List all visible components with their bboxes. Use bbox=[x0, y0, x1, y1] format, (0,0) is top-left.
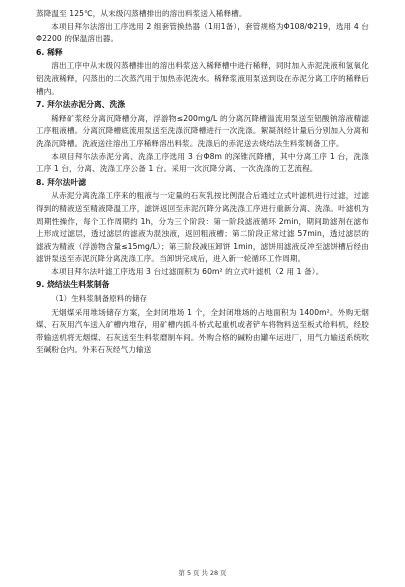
paragraph: 稀释矿浆经分离沉降槽分离，浮游物≤200mg/L 的分离沉降槽溢流用泵送至铝酸钠溶液精滤工序粗液槽。分离沉降槽底流用泵送至洗涤沉降槽进行一次洗涤。絮凝剂经计量后分别加入分离和洗涤沉降槽。洗液送往溶出工序稀释溶出料浆。洗涤后的赤泥送去烧结法生料浆制备工序。 bbox=[36, 113, 369, 148]
paragraph: 溶出工序中从末级闪蒸槽排出的溶出料浆送入稀释槽中进行稀释，同时加入赤泥洗液和氢氧化铝洗液稀释，闪蒸出的二次蒸汽用于加热赤泥洗水。稀释浆液用泵送到设在赤泥分离工序的稀释后槽内。 bbox=[36, 61, 369, 96]
subsection-heading: （1）生料浆制备原料的储存 bbox=[51, 294, 148, 304]
paragraph: 无烟煤采用堆场储存方案，全封闭堆场 1 个，全封闭堆场的占地面积为 1400m²。外购无烟煤、石灰用汽车送入矿槽内堆存，用矿槽内抓斗桥式起重机或者铲车将物料送至板式给料机，经胶带输送机将无烟煤、石灰送至生料浆磨制车间。外购合格的碱粉由罐车运进厂，用气力输送系统吹至碱粉仓内。外来石灰经气力输送 bbox=[36, 307, 369, 355]
document-body bbox=[36, 8, 369, 357]
paragraph: 从赤泥分离洗涤工序来的粗液与一定量的石灰乳按比例混合后通过立式叶滤机进行过滤，过滤得到的精液送至精液降温工序，滤饼返回至赤泥沉降分离洗涤工序进行重新分离、洗涤。叶滤机为周期性操作，每个工作周期约 1h，分为三个阶段：第一阶段滤液循环 2min，期间助滤剂在滤布上形成过滤层，透过滤层的滤液为混浊液，返回粗液槽；第二阶段正常过滤 57min，透过滤层的滤液为精液（浮游物含量≤15mg/L）；第三阶段减压卸饼 1min，滤饼用滤液反冲至滤饼槽后经由滤饼泵送至赤泥沉降分离洗涤工序。当卸饼完成后，进入新一轮循环工作周期。 bbox=[36, 191, 369, 264]
section-heading: 6. 稀释 bbox=[36, 47, 63, 57]
paragraph: 本项目拜尔法叶滤工序选用 3 台过滤面积为 60m² 的立式叶滤机（2 用 1 备）。 bbox=[51, 266, 324, 276]
section-heading: 7. 拜尔法赤泥分离、洗涤 bbox=[36, 100, 126, 110]
paragraph: 蒸降温至 125℃，从末级闪蒸槽排出的溶出料浆送入稀释槽。 bbox=[36, 9, 247, 18]
paragraph: 本项目拜尔法赤泥分离、洗涤工序选用 3 台Φ8m 的深锥沉降槽，其中分离工序 1 台，洗涤工序 1 台，分离、洗涤工序公备 1 台。采用一次沉降分离、一次洗涤的工艺流程。 bbox=[36, 151, 369, 174]
section-heading: 9. 烧结法生料浆制备 bbox=[36, 280, 110, 290]
paragraph: 本项目拜尔法溶出工序选用 2 组套管换热器（1用1备），套管规格为Φ108/Φ219，选用 4 台Φ2200 的保温溶出器。 bbox=[36, 21, 369, 44]
page-footer: 第 5 页 共 28 页 bbox=[178, 569, 227, 577]
section-heading: 8. 拜尔法叶滤 bbox=[36, 177, 87, 187]
